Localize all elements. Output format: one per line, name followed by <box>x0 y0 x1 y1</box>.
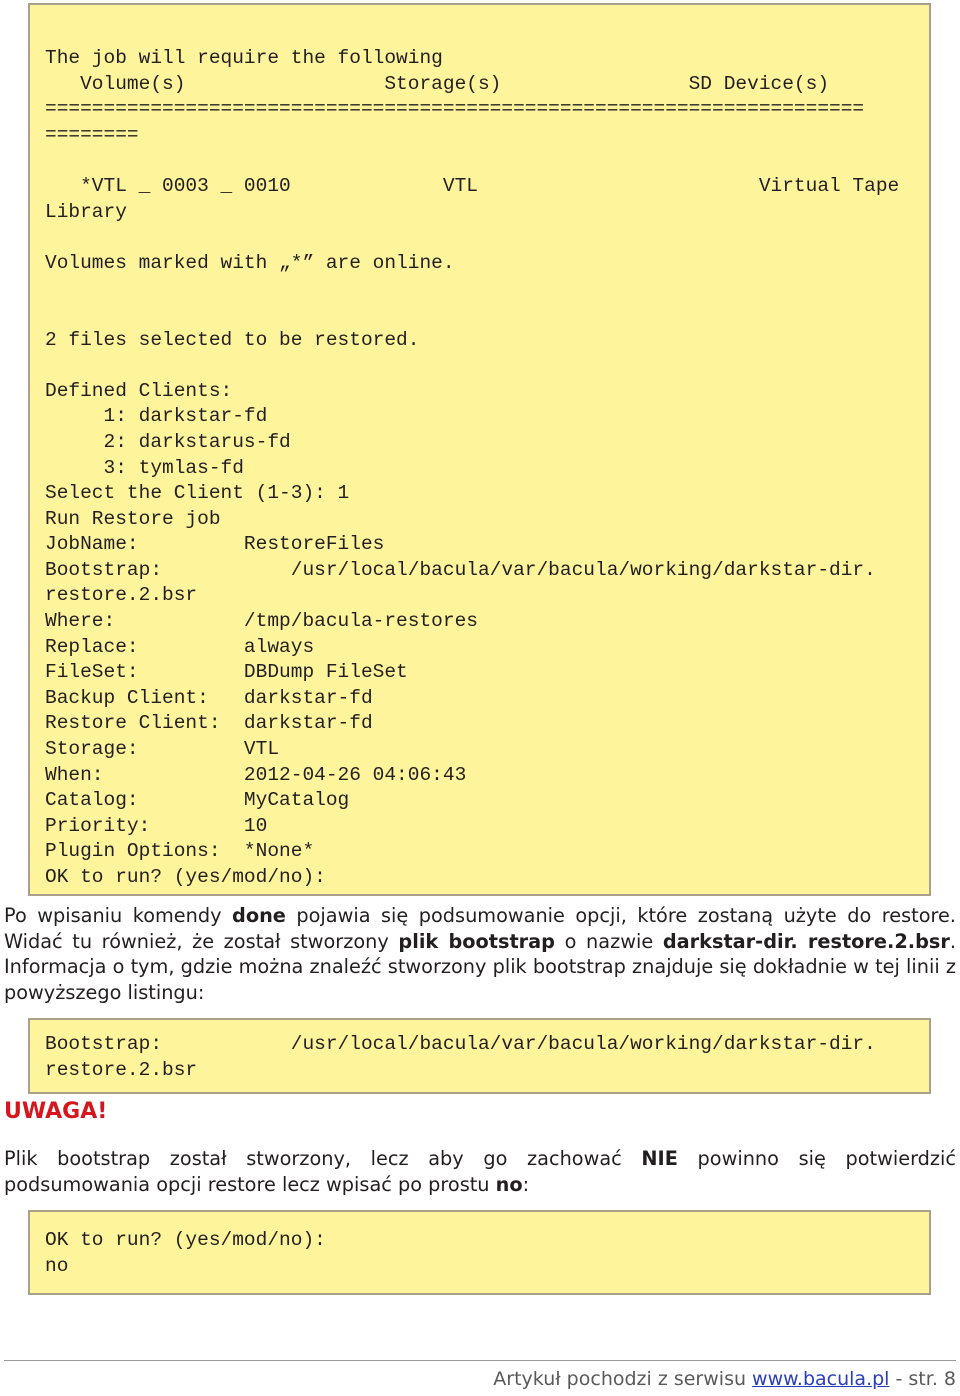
text-run: pojawia się podsumowanie opcji, które zostaną użyte do restore. Widać tu również, że został stworzony <box>4 904 957 953</box>
terminal-listing-confirm <box>28 1210 931 1295</box>
text-run: Po wpisaniu komendy <box>4 904 233 927</box>
text-run: : <box>522 1172 530 1196</box>
footer-divider <box>4 1360 956 1361</box>
terminal-listing-restore-summary <box>28 3 931 896</box>
code-line: Volume(s) Storage(s) SD Device(s) <box>45 72 830 95</box>
code-line: restore.2.bsr <box>45 1058 198 1081</box>
code-line: FileSet: DBDump FileSet <box>45 661 408 684</box>
code-line <box>45 148 914 174</box>
code-line: Storage: VTL <box>45 738 280 761</box>
code-line: 1: darkstar-fd <box>45 405 268 428</box>
code-line: Select the Client (1-3): 1 <box>45 482 350 505</box>
code-line: 2: darkstarus-fd <box>45 430 291 453</box>
body-paragraph-warning <box>4 1146 956 1197</box>
code-line <box>45 302 914 328</box>
code-line: Bootstrap: /usr/local/bacula/var/bacula/working/darkstar-dir. <box>45 558 876 581</box>
code-line: Volumes marked with „*” are online. <box>45 251 455 274</box>
code-line: ====================================================================== <box>45 98 865 121</box>
code-line: JobName: RestoreFiles <box>45 533 385 556</box>
code-line: Run Restore job <box>45 507 221 530</box>
footer-page-number: - str. 8 <box>889 1368 956 1390</box>
code-line: no <box>45 1254 69 1277</box>
code-line: Bootstrap: /usr/local/bacula/var/bacula/working/darkstar-dir. <box>45 1033 876 1055</box>
footer-site-link[interactable]: www.bacula.pl <box>752 1368 890 1390</box>
code-line: restore.2.bsr <box>45 584 198 607</box>
code-line: ======== <box>45 123 139 146</box>
code-line: The job will require the following <box>45 47 443 69</box>
code-line: When: 2012-04-26 04:06:43 <box>45 763 467 786</box>
code-line <box>45 353 914 379</box>
code-line: Plugin Options: *None* <box>45 840 315 863</box>
code-line: 2 files selected to be restored. <box>45 328 420 351</box>
footer-text: Artykuł pochodzi z serwisu <box>493 1368 753 1390</box>
text-run: . Informacja o tym, gdzie można znaleźć stworzony plik bootstrap znajduje się dokładnie w tej linii z powyższego listingu: <box>4 929 956 1004</box>
bold-term-nie: NIE <box>641 1147 678 1170</box>
code-line: 3: tymlas-fd <box>45 456 244 479</box>
text-run: o nazwie <box>555 929 663 953</box>
code-line: Where: /tmp/bacula-restores <box>45 610 478 633</box>
page-footer <box>493 1366 956 1392</box>
bold-term-done: done <box>232 904 286 927</box>
text-run: Plik bootstrap został stworzony, lecz aby go zachować <box>4 1147 642 1170</box>
code-line: Backup Client: darkstar-fd <box>45 686 373 709</box>
body-paragraph-summary <box>4 903 956 1005</box>
code-line: OK to run? (yes/mod/no): <box>45 866 326 888</box>
code-line: Defined Clients: <box>45 379 233 402</box>
code-line <box>45 276 914 302</box>
bold-term-no: no <box>495 1172 523 1196</box>
code-line: Catalog: MyCatalog <box>45 789 350 812</box>
code-line: Library <box>45 200 127 223</box>
warning-label: UWAGA! <box>4 1099 108 1124</box>
code-line: OK to run? (yes/mod/no): <box>45 1229 326 1251</box>
code-line: *VTL _ 0003 _ 0010 VTL Virtual Tape <box>45 174 900 197</box>
text-run: powinno się potwierdzić podsumowania opcji restore lecz wpisać po prostu <box>4 1147 956 1196</box>
terminal-listing-bootstrap <box>28 1018 931 1094</box>
code-line <box>45 225 914 251</box>
bold-term-filename: darkstar-dir. restore.2.bsr <box>662 929 950 953</box>
code-line: Priority: 10 <box>45 814 268 837</box>
code-line: Replace: always <box>45 635 315 658</box>
bold-term-bootstrap: plik bootstrap <box>398 929 555 953</box>
code-line: Restore Client: darkstar-fd <box>45 712 373 735</box>
